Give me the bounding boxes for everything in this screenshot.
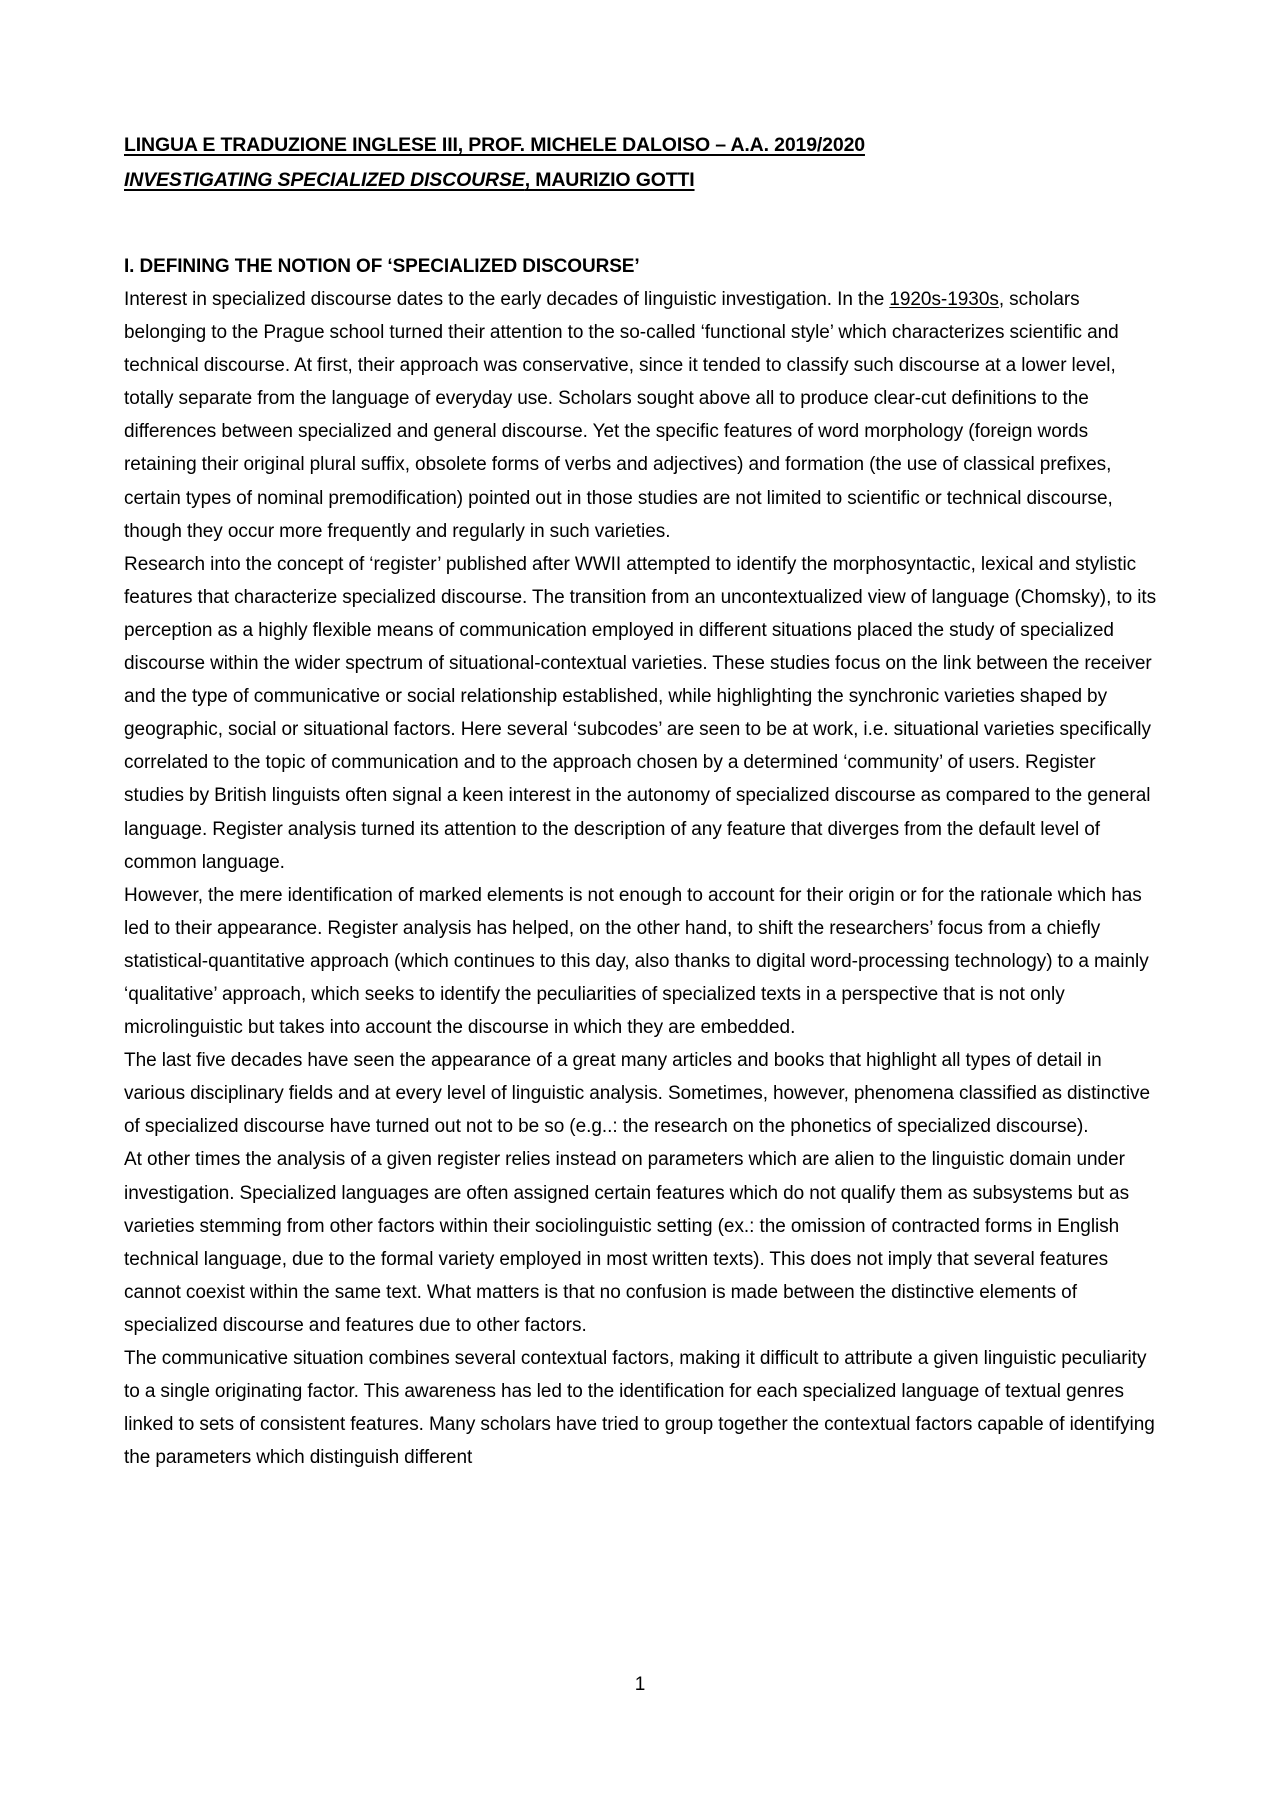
paragraph-4: The last five decades have seen the appearance of a great many articles and books that highlight all types of detail in various disciplinary fields and at every level of linguistic analysis. Sometimes, however, phenomena classified as distinctive of specialized discourse have turned out not to be so (e.g..: the research on the phonetics of specialized discourse). xyxy=(124,1050,1151,1138)
section-heading: I. DEFINING THE NOTION OF ‘SPECIALIZED DISCOURSE’ xyxy=(124,256,640,277)
document-title-line-1-text: LINGUA E TRADUZIONE INGLESE III, PROF. MICHELE DALOISO – A.A. 2019/2020 xyxy=(124,134,865,156)
page-content xyxy=(124,128,1158,1474)
paragraph-1-segment-b: , scholars belonging to the Prague school turned their attention to the so-called ‘functional style’ which characterizes scientific and technical discourse. At first, their approach was conservative, since it tended to classify such discourse at a lower level, totally separate from the language of everyday use. Scholars sought above all to produce clear-cut definitions to the differences between specialized and general discourse. Yet the specific features of word morphology (foreign words retaining their original plural suffix, obsolete forms of verbs and adjectives) and formation (the use of classical prefixes, certain types of nominal premodification) pointed out in those studies are not limited to scientific or technical discourse, though they occur more frequently and regularly in such varieties. xyxy=(124,289,1119,542)
paragraph-1 xyxy=(124,283,1158,548)
paragraph-2: Research into the concept of ‘register’ published after WWII attempted to identify the morphosyntactic, lexical and stylistic features that characterize specialized discourse. The transition from an uncontextualized view of language (Chomsky), to its perception as a highly flexible means of communication employed in different situations placed the study of specialized discourse within the wider spectrum of situational-contextual varieties. These studies focus on the link between the receiver and the type of communicative or social relationship established, while highlighting the synchronic varieties shaped by geographic, social or situational factors. Here several ‘subcodes’ are seen to be at work, i.e. situational varieties specifically correlated to the topic of communication and to the approach chosen by a determined ‘community’ of users. Register studies by British linguists often signal a keen interest in the autonomy of specialized discourse as compared to the general language. Register analysis turned its attention to the description of any feature that diverges from the default level of common language. xyxy=(124,553,1157,873)
body-text xyxy=(124,283,1158,1474)
document-title xyxy=(124,128,1158,197)
paragraph-1-segment-a: Interest in specialized discourse dates to the early decades of linguistic investigation. In the xyxy=(124,289,890,310)
document-title-book-name: INVESTIGATING SPECIALIZED DISCOURSE xyxy=(124,169,525,191)
paragraph-6: The communicative situation combines several contextual factors, making it difficult to attribute a given linguistic peculiarity to a single originating factor. This awareness has led to the identification for each specialized language of textual genres linked to sets of consistent features. Many scholars have tried to group together the contextual factors capable of identifying the parameters which distinguish different xyxy=(124,1348,1155,1469)
document-title-author: , MAURIZIO GOTTI xyxy=(524,169,695,191)
paragraph-1-underlined-dates: 1920s-1930s xyxy=(889,289,999,310)
paragraph-5: At other times the analysis of a given register relies instead on parameters which are alien to the linguistic domain under investigation. Specialized languages are often assigned certain features which do not qualify them as subsystems but as varieties stemming from other factors within their sociolinguistic setting (ex.: the omission of contracted forms in English technical language, due to the formal variety employed in most written texts). This does not imply that several features cannot coexist within the same text. What matters is that no confusion is made between the distinctive elements of specialized discourse and features due to other factors. xyxy=(124,1149,1130,1336)
page-number: 1 xyxy=(634,1674,646,1695)
paragraph-3: However, the mere identification of marked elements is not enough to account for their origin or for the rationale which has led to their appearance. Register analysis has helped, on the other hand, to shift the researchers’ focus from a chiefly statistical-quantitative approach (which continues to this day, also thanks to digital word-processing technology) to a mainly ‘qualitative’ approach, which seeks to identify the peculiarities of specialized texts in a perspective that is not only microlinguistic but takes into account the discourse in which they are embedded. xyxy=(124,884,1149,1039)
document-title-line-2 xyxy=(124,163,1158,197)
document-title-line-1 xyxy=(124,128,1158,162)
